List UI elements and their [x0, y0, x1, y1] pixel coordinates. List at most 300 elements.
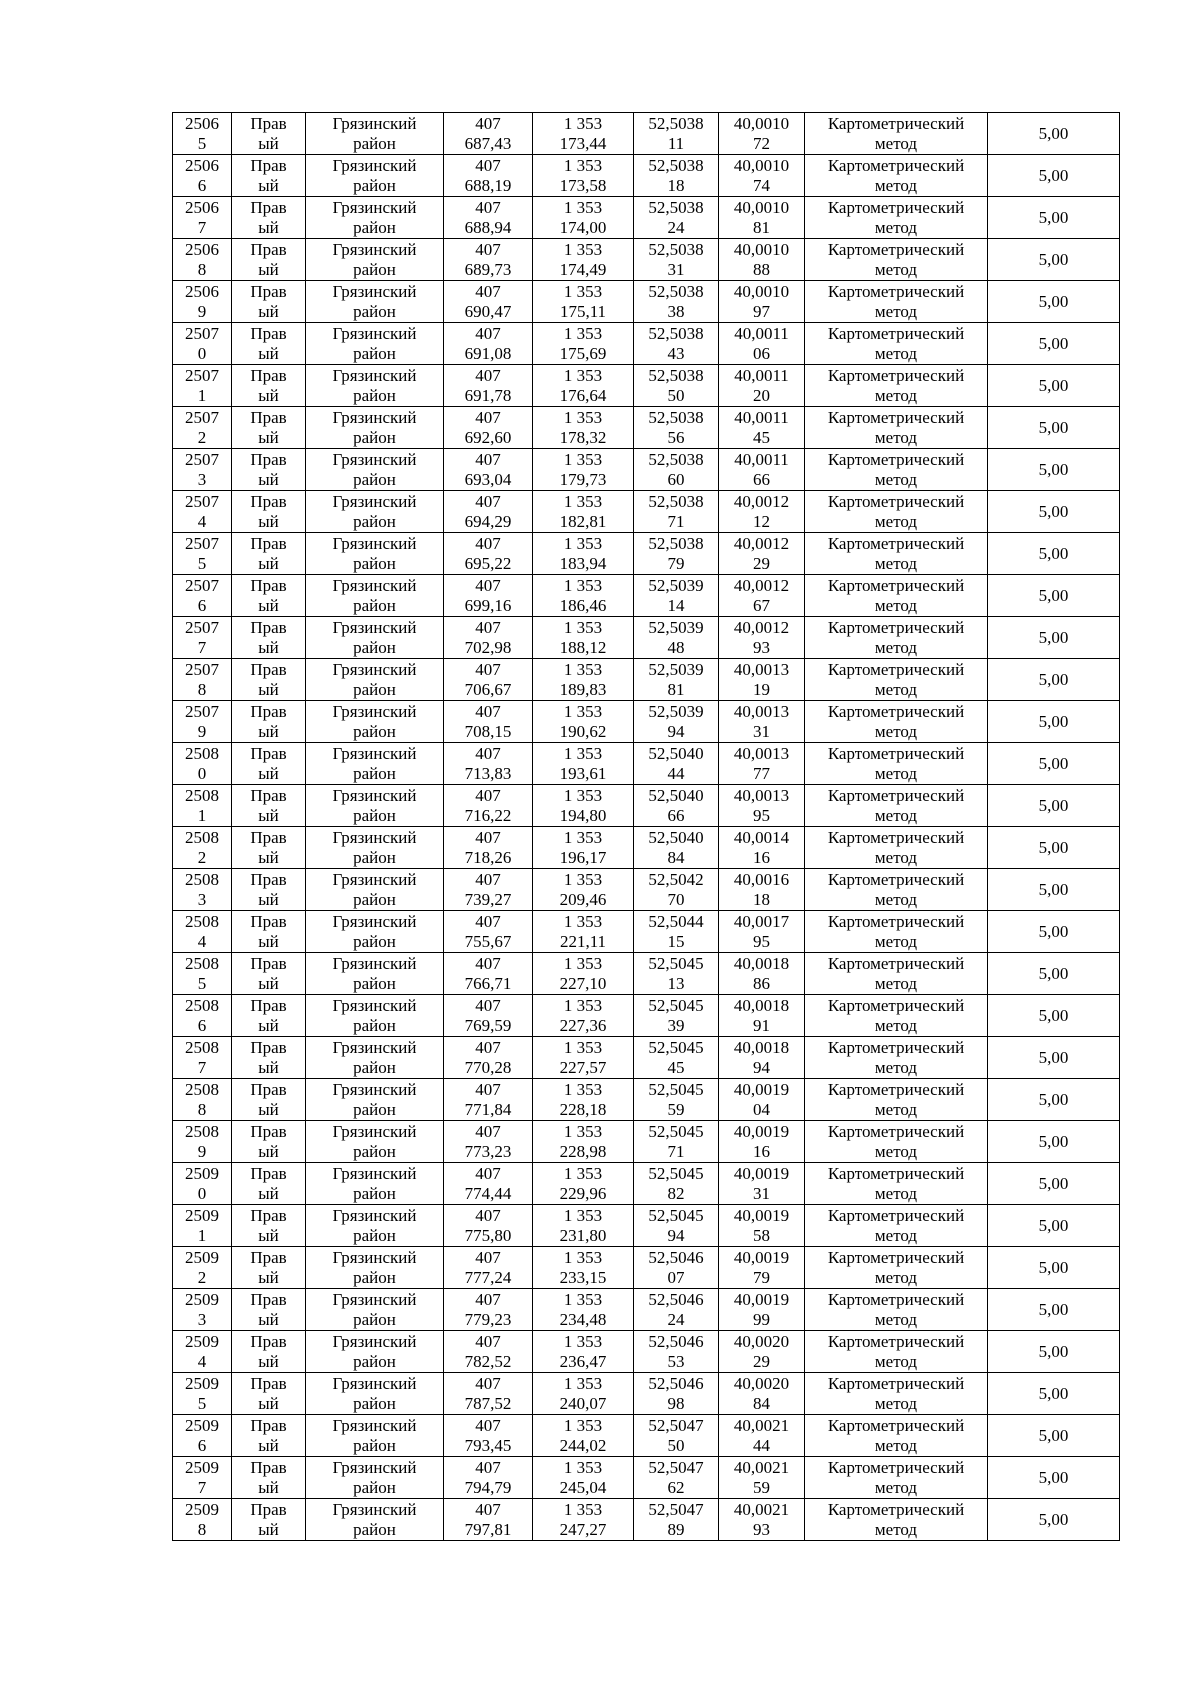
cell-line: 24: [667, 1309, 685, 1329]
cell-line: 97: [753, 301, 770, 321]
bank-side-cell: [232, 1079, 306, 1121]
bank-side-cell: [232, 491, 306, 533]
table-row: [173, 449, 1120, 491]
coord-x-cell: [444, 365, 533, 407]
point-number-cell: [173, 785, 232, 827]
point-number-cell: [173, 1289, 232, 1331]
cell-line: 1 353: [563, 281, 603, 301]
cell-line: 40,0012: [733, 491, 790, 511]
cell-line: 52,5045: [648, 1205, 704, 1225]
cell-line: метод: [874, 1057, 918, 1077]
cell-line: ый: [258, 301, 279, 321]
cell-line: 40,0020: [733, 1373, 790, 1393]
cell-line: 8: [197, 1099, 207, 1119]
longitude-cell: [719, 239, 805, 281]
cell-line: Картометрический: [827, 1499, 965, 1519]
bank-side-cell: [232, 1415, 306, 1457]
longitude-cell: [719, 911, 805, 953]
cell-line: 407: [475, 1415, 501, 1435]
method-cell: [805, 1079, 988, 1121]
cell-line: Прав: [250, 113, 287, 133]
cell-line: 31: [753, 721, 770, 741]
accuracy-cell: [988, 1331, 1120, 1373]
longitude-cell: [719, 1373, 805, 1415]
coord-x-cell: [444, 155, 533, 197]
cell-line: 2508: [185, 827, 219, 847]
cell-line: 52,5040: [648, 785, 704, 805]
cell-line: 52,5038: [648, 239, 704, 259]
cell-line: Картометрический: [827, 1373, 965, 1393]
cell-line: 5: [197, 133, 207, 153]
method-cell: [805, 953, 988, 995]
coord-x-cell: [444, 659, 533, 701]
longitude-cell: [719, 827, 805, 869]
cell-line: 407: [475, 953, 501, 973]
cell-line: 40,0021: [733, 1499, 790, 1519]
cell-line: 9: [197, 1141, 207, 1161]
accuracy-cell: [988, 701, 1120, 743]
cell-line: 1: [197, 385, 207, 405]
cell-line: Прав: [250, 995, 287, 1015]
cell-line: 40,0013: [733, 659, 790, 679]
point-number-cell: [173, 953, 232, 995]
cell-line: 407: [475, 323, 501, 343]
coord-x-cell: [444, 701, 533, 743]
accuracy-cell: [988, 1457, 1120, 1499]
table-row: [173, 785, 1120, 827]
cell-line: Грязинский: [332, 1163, 417, 1183]
longitude-cell: [719, 1499, 805, 1541]
cell-line: 5,00: [1038, 753, 1069, 773]
latitude-cell: [634, 533, 719, 575]
coord-y-cell: [533, 197, 634, 239]
cell-line: 43: [667, 343, 685, 363]
cell-line: Грязинский: [332, 323, 417, 343]
cell-line: 770,28: [464, 1057, 512, 1077]
coord-x-cell: [444, 407, 533, 449]
coord-y-cell: [533, 701, 634, 743]
cell-line: 60: [667, 469, 685, 489]
cell-line: район: [353, 679, 396, 699]
cell-line: 5,00: [1038, 291, 1069, 311]
cell-line: 44: [753, 1435, 770, 1455]
accuracy-cell: [988, 1415, 1120, 1457]
cell-line: 2508: [185, 995, 219, 1015]
point-number-cell: [173, 995, 232, 1037]
cell-line: 52,5045: [648, 995, 704, 1015]
cell-line: 2507: [185, 491, 219, 511]
coord-x-cell: [444, 1331, 533, 1373]
cell-line: Прав: [250, 1247, 287, 1267]
cell-line: 59: [753, 1477, 770, 1497]
cell-line: 407: [475, 617, 501, 637]
cell-line: 52,5038: [648, 407, 704, 427]
cell-line: 24: [667, 217, 685, 237]
latitude-cell: [634, 953, 719, 995]
accuracy-cell: [988, 617, 1120, 659]
table-row: [173, 1037, 1120, 1079]
cell-line: Грязинский: [332, 155, 417, 175]
cell-line: метод: [874, 1267, 918, 1287]
cell-line: 40,0012: [733, 575, 790, 595]
district-cell: [306, 743, 444, 785]
cell-line: 40,0018: [733, 995, 790, 1015]
coord-x-cell: [444, 617, 533, 659]
cell-line: 407: [475, 1373, 501, 1393]
cell-line: 16: [753, 847, 770, 867]
cell-line: 1 353: [563, 1415, 603, 1435]
cell-line: Грязинский: [332, 1079, 417, 1099]
cell-line: 2: [197, 427, 207, 447]
coord-y-cell: [533, 911, 634, 953]
cell-line: метод: [874, 259, 918, 279]
cell-line: 1 353: [563, 1247, 603, 1267]
cell-line: 29: [753, 1351, 770, 1371]
coord-y-cell: [533, 827, 634, 869]
cell-line: 11: [667, 133, 685, 153]
cell-line: 2508: [185, 869, 219, 889]
cell-line: 5,00: [1038, 333, 1069, 353]
longitude-cell: [719, 365, 805, 407]
coord-y-cell: [533, 155, 634, 197]
coord-x-cell: [444, 239, 533, 281]
table-row: [173, 407, 1120, 449]
method-cell: [805, 113, 988, 155]
cell-line: 2508: [185, 743, 219, 763]
table-row: [173, 1079, 1120, 1121]
method-cell: [805, 1331, 988, 1373]
district-cell: [306, 533, 444, 575]
cell-line: район: [353, 217, 396, 237]
cell-line: 52,5045: [648, 1037, 704, 1057]
coord-x-cell: [444, 785, 533, 827]
cell-line: 1 353: [563, 533, 603, 553]
cell-line: Картометрический: [827, 953, 965, 973]
cell-line: 779,23: [464, 1309, 512, 1329]
method-cell: [805, 1289, 988, 1331]
point-number-cell: [173, 911, 232, 953]
cell-line: район: [353, 133, 396, 153]
cell-line: 189,83: [559, 679, 607, 699]
cell-line: 31: [753, 1183, 770, 1203]
district-cell: [306, 1289, 444, 1331]
cell-line: ый: [258, 1015, 279, 1035]
cell-line: метод: [874, 301, 918, 321]
district-cell: [306, 197, 444, 239]
cell-line: метод: [874, 637, 918, 657]
accuracy-cell: [988, 239, 1120, 281]
district-cell: [306, 1079, 444, 1121]
cell-line: Прав: [250, 869, 287, 889]
cell-line: 0: [197, 1183, 207, 1203]
cell-line: метод: [874, 1099, 918, 1119]
cell-line: район: [353, 427, 396, 447]
cell-line: ый: [258, 1393, 279, 1413]
accuracy-cell: [988, 155, 1120, 197]
cell-line: 769,59: [464, 1015, 512, 1035]
cell-line: метод: [874, 931, 918, 951]
cell-line: 5,00: [1038, 1467, 1069, 1487]
table-row: [173, 575, 1120, 617]
cell-line: 52,5045: [648, 1163, 704, 1183]
cell-line: 691,08: [464, 343, 512, 363]
cell-line: Прав: [250, 449, 287, 469]
point-number-cell: [173, 1331, 232, 1373]
longitude-cell: [719, 113, 805, 155]
cell-line: Картометрический: [827, 1163, 965, 1183]
cell-line: Картометрический: [827, 1079, 965, 1099]
cell-line: 699,16: [464, 595, 512, 615]
cell-line: ый: [258, 805, 279, 825]
method-cell: [805, 365, 988, 407]
cell-line: 173,58: [559, 175, 607, 195]
bank-side-cell: [232, 323, 306, 365]
cell-line: 1 353: [563, 1499, 603, 1519]
accuracy-cell: [988, 1373, 1120, 1415]
cell-line: 40,0013: [733, 785, 790, 805]
district-cell: [306, 239, 444, 281]
cell-line: Картометрический: [827, 491, 965, 511]
table-row: [173, 323, 1120, 365]
longitude-cell: [719, 449, 805, 491]
cell-line: 5,00: [1038, 627, 1069, 647]
table-row: [173, 239, 1120, 281]
cell-line: 52,5045: [648, 1121, 704, 1141]
cell-line: 5,00: [1038, 501, 1069, 521]
cell-line: 2508: [185, 953, 219, 973]
accuracy-cell: [988, 491, 1120, 533]
cell-line: район: [353, 1015, 396, 1035]
coord-x-cell: [444, 1205, 533, 1247]
coord-y-cell: [533, 449, 634, 491]
cell-line: 48: [667, 637, 685, 657]
cell-line: Картометрический: [827, 911, 965, 931]
latitude-cell: [634, 1457, 719, 1499]
cell-line: 2509: [185, 1289, 219, 1309]
cell-line: 52,5046: [648, 1331, 704, 1351]
cell-line: 40,0013: [733, 743, 790, 763]
cell-line: Прав: [250, 701, 287, 721]
coord-x-cell: [444, 953, 533, 995]
cell-line: 690,47: [464, 301, 512, 321]
coord-x-cell: [444, 911, 533, 953]
cell-line: 407: [475, 533, 501, 553]
cell-line: 70: [667, 889, 685, 909]
cell-line: 692,60: [464, 427, 512, 447]
cell-line: 691,78: [464, 385, 512, 405]
cell-line: 52,5038: [648, 449, 704, 469]
latitude-cell: [634, 407, 719, 449]
method-cell: [805, 1037, 988, 1079]
cell-line: Прав: [250, 197, 287, 217]
cell-line: Грязинский: [332, 1247, 417, 1267]
cell-line: 1 353: [563, 743, 603, 763]
cell-line: 176,64: [559, 385, 607, 405]
method-cell: [805, 617, 988, 659]
cell-line: 40,0010: [733, 155, 790, 175]
coord-x-cell: [444, 1499, 533, 1541]
cell-line: 407: [475, 1205, 501, 1225]
point-number-cell: [173, 743, 232, 785]
latitude-cell: [634, 1079, 719, 1121]
coord-x-cell: [444, 743, 533, 785]
cell-line: метод: [874, 553, 918, 573]
cell-line: район: [353, 721, 396, 741]
cell-line: 94: [667, 721, 685, 741]
cell-line: Прав: [250, 1037, 287, 1057]
cell-line: 52,5044: [648, 911, 704, 931]
cell-line: 407: [475, 239, 501, 259]
cell-line: 5,00: [1038, 375, 1069, 395]
cell-line: 5,00: [1038, 837, 1069, 857]
cell-line: 99: [753, 1309, 770, 1329]
latitude-cell: [634, 197, 719, 239]
district-cell: [306, 491, 444, 533]
coord-y-cell: [533, 1289, 634, 1331]
point-number-cell: [173, 659, 232, 701]
accuracy-cell: [988, 1079, 1120, 1121]
point-number-cell: [173, 1373, 232, 1415]
cell-line: 2509: [185, 1163, 219, 1183]
cell-line: 227,57: [559, 1057, 607, 1077]
cell-line: 188,12: [559, 637, 607, 657]
coord-x-cell: [444, 281, 533, 323]
method-cell: [805, 575, 988, 617]
cell-line: 775,80: [464, 1225, 512, 1245]
table-row: [173, 365, 1120, 407]
cell-line: ый: [258, 385, 279, 405]
bank-side-cell: [232, 365, 306, 407]
latitude-cell: [634, 1499, 719, 1541]
cell-line: 407: [475, 995, 501, 1015]
cell-line: Прав: [250, 533, 287, 553]
accuracy-cell: [988, 449, 1120, 491]
cell-line: 2507: [185, 323, 219, 343]
point-number-cell: [173, 1121, 232, 1163]
cell-line: 40,0018: [733, 953, 790, 973]
cell-line: 1: [197, 805, 207, 825]
cell-line: 6: [197, 175, 207, 195]
method-cell: [805, 995, 988, 1037]
cell-line: 7: [197, 217, 207, 237]
cell-line: 8: [197, 259, 207, 279]
cell-line: 7: [197, 1477, 207, 1497]
district-cell: [306, 953, 444, 995]
cell-line: ый: [258, 973, 279, 993]
table-row: [173, 911, 1120, 953]
cell-line: 716,22: [464, 805, 512, 825]
cell-line: ый: [258, 427, 279, 447]
cell-line: 40,0011: [734, 323, 789, 343]
cell-line: район: [353, 931, 396, 951]
bank-side-cell: [232, 197, 306, 239]
cell-line: 5: [197, 973, 207, 993]
cell-line: 2506: [185, 113, 219, 133]
latitude-cell: [634, 491, 719, 533]
method-cell: [805, 407, 988, 449]
coord-y-cell: [533, 869, 634, 911]
coord-x-cell: [444, 1415, 533, 1457]
cell-line: район: [353, 1477, 396, 1497]
cell-line: 93: [753, 637, 770, 657]
cell-line: 2: [197, 1267, 207, 1287]
cell-line: 40,0019: [733, 1289, 790, 1309]
cell-line: район: [353, 343, 396, 363]
district-cell: [306, 911, 444, 953]
cell-line: 689,73: [464, 259, 512, 279]
cell-line: Прав: [250, 827, 287, 847]
cell-line: Грязинский: [332, 533, 417, 553]
coord-x-cell: [444, 869, 533, 911]
table-row: [173, 533, 1120, 575]
cell-line: Прав: [250, 365, 287, 385]
longitude-cell: [719, 995, 805, 1037]
cell-line: 2506: [185, 197, 219, 217]
cell-line: 40,0019: [733, 1163, 790, 1183]
point-number-cell: [173, 491, 232, 533]
longitude-cell: [719, 1247, 805, 1289]
cell-line: ый: [258, 1477, 279, 1497]
cell-line: метод: [874, 1309, 918, 1329]
district-cell: [306, 827, 444, 869]
cell-line: ый: [258, 1183, 279, 1203]
cell-line: Картометрический: [827, 323, 965, 343]
bank-side-cell: [232, 155, 306, 197]
cell-line: Прав: [250, 953, 287, 973]
cell-line: 9: [197, 721, 207, 741]
cell-line: метод: [874, 973, 918, 993]
cell-line: 2508: [185, 1037, 219, 1057]
coord-x-cell: [444, 533, 533, 575]
cell-line: 88: [753, 259, 770, 279]
bank-side-cell: [232, 1499, 306, 1541]
cell-line: Картометрический: [827, 1415, 965, 1435]
cell-line: 2508: [185, 1079, 219, 1099]
latitude-cell: [634, 113, 719, 155]
coord-x-cell: [444, 575, 533, 617]
cell-line: ый: [258, 889, 279, 909]
latitude-cell: [634, 155, 719, 197]
table-body: [173, 113, 1120, 1541]
accuracy-cell: [988, 827, 1120, 869]
cell-line: 706,67: [464, 679, 512, 699]
cell-line: 50: [667, 385, 685, 405]
cell-line: 40,0011: [734, 365, 789, 385]
cell-line: район: [353, 637, 396, 657]
cell-line: 196,17: [559, 847, 607, 867]
cell-line: Прав: [250, 155, 287, 175]
accuracy-cell: [988, 953, 1120, 995]
cell-line: 79: [667, 553, 685, 573]
cell-line: 407: [475, 1457, 501, 1477]
table-row: [173, 1457, 1120, 1499]
bank-side-cell: [232, 827, 306, 869]
district-cell: [306, 113, 444, 155]
cell-line: Картометрический: [827, 533, 965, 553]
method-cell: [805, 449, 988, 491]
cell-line: метод: [874, 1477, 918, 1497]
coord-y-cell: [533, 491, 634, 533]
cell-line: Картометрический: [827, 869, 965, 889]
bank-side-cell: [232, 575, 306, 617]
coord-y-cell: [533, 1415, 634, 1457]
cell-line: 40,0012: [733, 533, 790, 553]
longitude-cell: [719, 575, 805, 617]
cell-line: 18: [667, 175, 685, 195]
cell-line: ый: [258, 679, 279, 699]
cell-line: Картометрический: [827, 449, 965, 469]
cell-line: Прав: [250, 281, 287, 301]
